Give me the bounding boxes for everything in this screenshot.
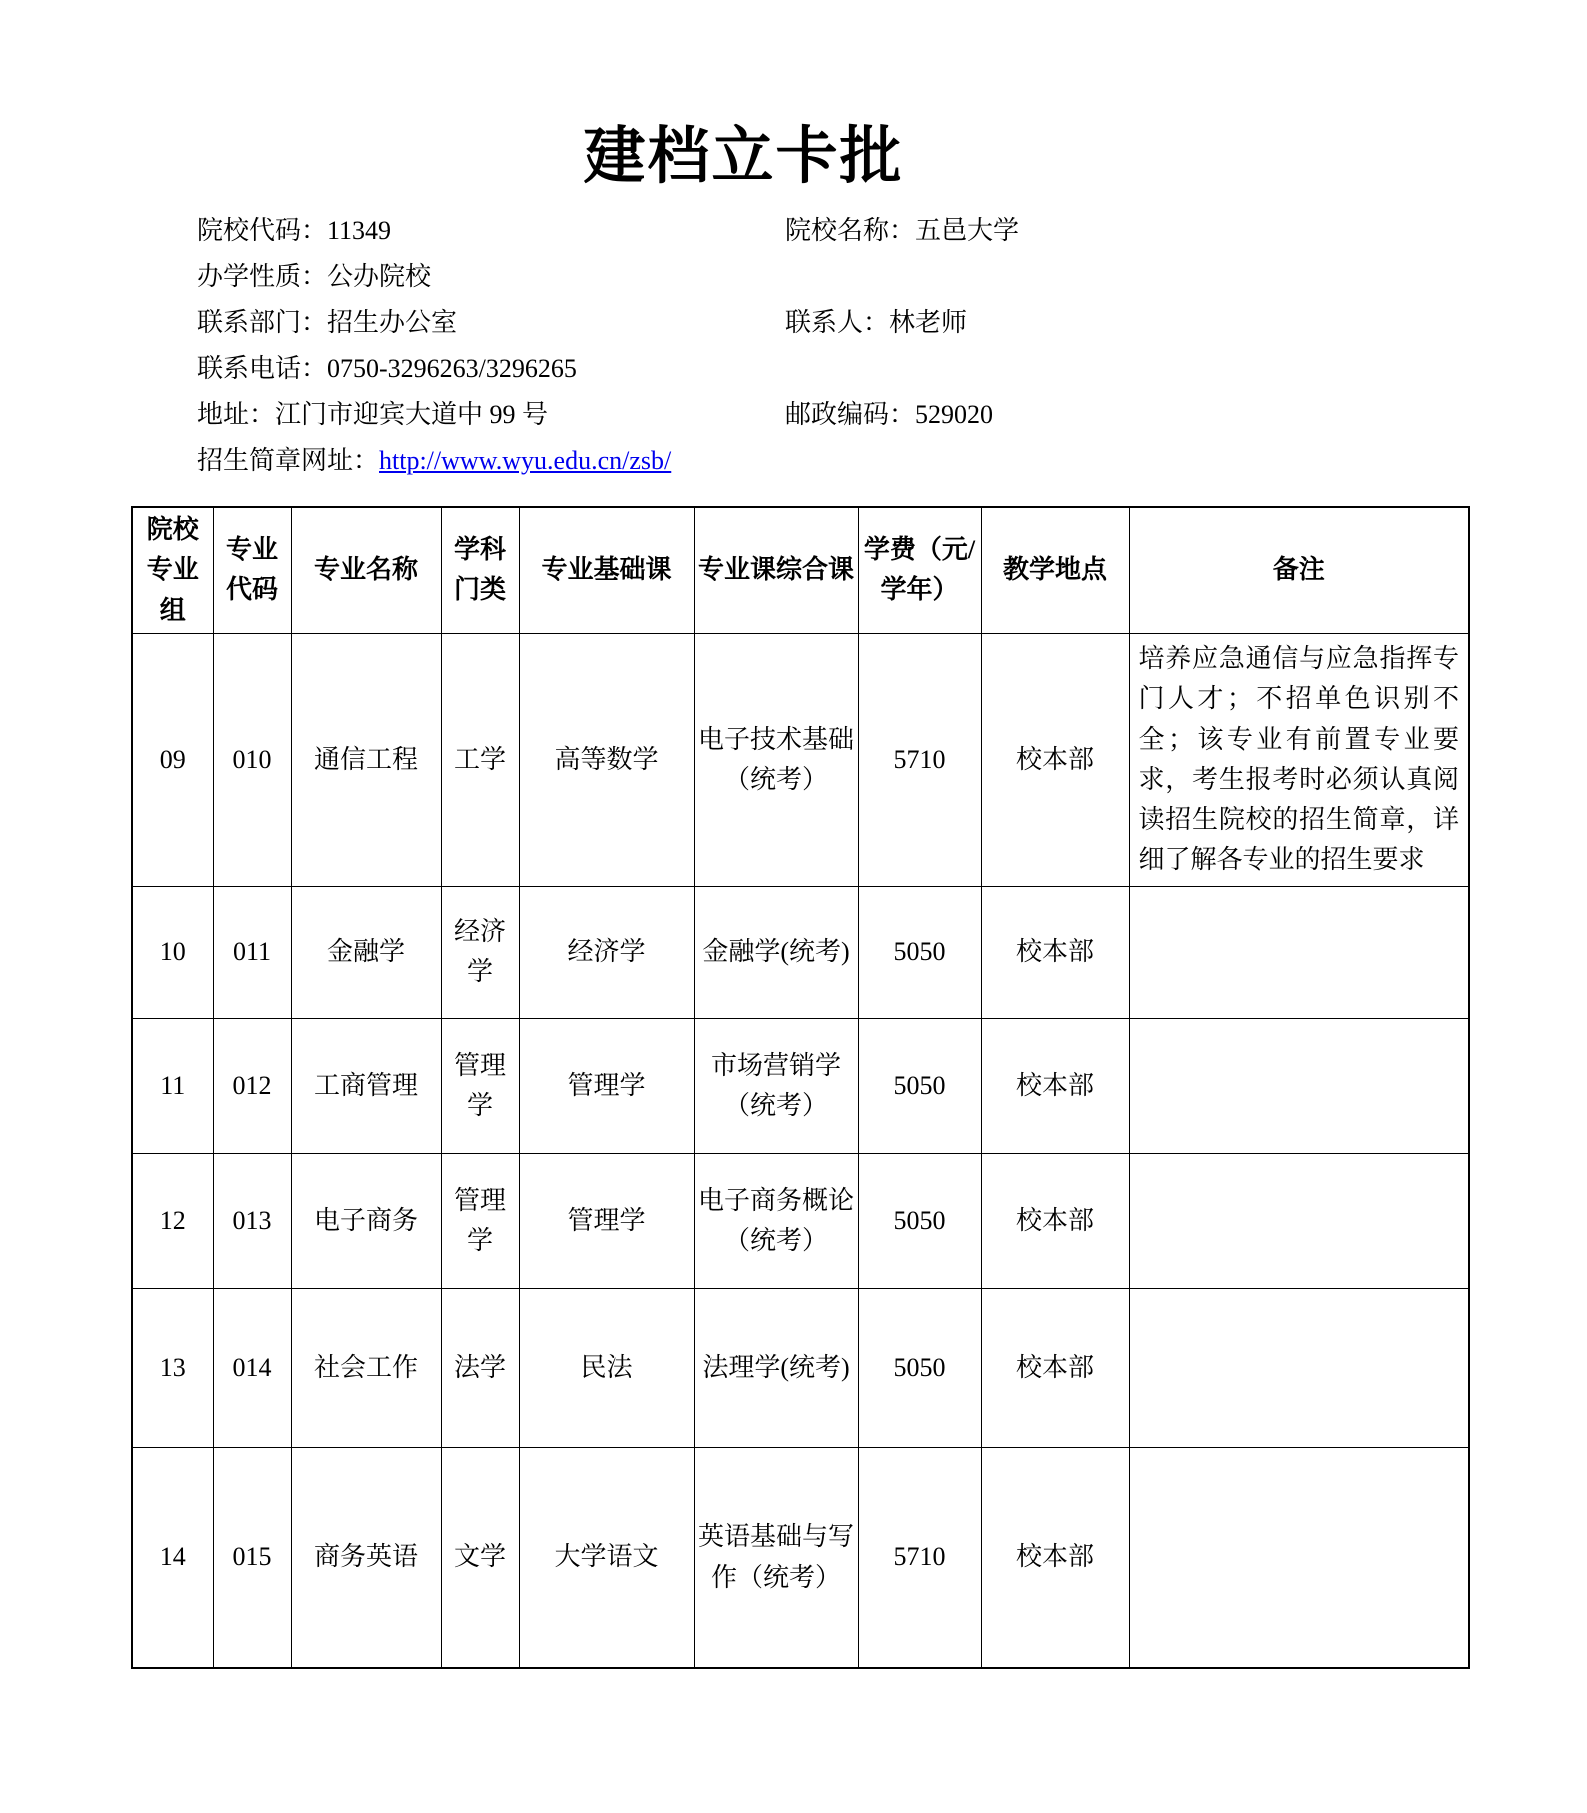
contact-phone-label: 联系电话： (197, 354, 328, 383)
school-address-label: 地址： (197, 400, 276, 429)
table-row (132, 633, 1469, 886)
school-name-label: 院校名称： (785, 216, 916, 245)
table-cell: 商务英语 (291, 1447, 441, 1668)
contact-phone (197, 346, 785, 392)
school-code-label: 院校代码： (197, 216, 328, 245)
table-cell: 14 (132, 1447, 213, 1668)
postal-code-value: 529020 (915, 400, 994, 429)
document-page (0, 112, 1587, 1813)
school-address (197, 392, 785, 438)
table-cell: 法学 (441, 1288, 519, 1447)
info-line-codes (197, 208, 1587, 254)
table-cell: 5050 (858, 1018, 981, 1153)
table-cell: 工学 (441, 633, 519, 886)
table-cell: 校本部 (981, 886, 1129, 1018)
table-cell: 12 (132, 1153, 213, 1288)
column-header-major-name: 专业名称 (291, 507, 441, 633)
table-cell: 5710 (858, 633, 981, 886)
column-header-group: 院校专业组 (132, 507, 213, 633)
column-header-basic-course: 专业基础课 (519, 507, 694, 633)
table-cell: 经济学 (519, 886, 694, 1018)
program-table (131, 506, 1470, 1669)
table-cell: 校本部 (981, 1288, 1129, 1447)
column-header-tuition: 学费（元/学年） (858, 507, 981, 633)
table-cell: 011 (213, 886, 291, 1018)
remark-cell (1129, 1018, 1469, 1153)
table-cell: 015 (213, 1447, 291, 1668)
contact-phone-value: 0750-3296263/3296265 (327, 354, 577, 383)
table-cell: 5050 (858, 1153, 981, 1288)
column-header-remarks: 备注 (1129, 507, 1469, 633)
table-cell: 民法 (519, 1288, 694, 1447)
info-line-address (197, 392, 1587, 438)
table-cell: 管理学 (441, 1018, 519, 1153)
table-cell: 高等数学 (519, 633, 694, 886)
info-line-nature (197, 254, 1587, 300)
table-cell: 5710 (858, 1447, 981, 1668)
school-code (197, 208, 785, 254)
table-cell: 金融学 (291, 886, 441, 1018)
table-row (132, 1288, 1469, 1447)
table-body (132, 633, 1469, 1668)
table-cell: 工商管理 (291, 1018, 441, 1153)
table-cell: 经济学 (441, 886, 519, 1018)
table-cell: 13 (132, 1288, 213, 1447)
table-cell: 09 (132, 633, 213, 886)
school-address-value: 江门市迎宾大道中 99 号 (275, 400, 549, 429)
admission-website-link[interactable]: http://www.wyu.edu.cn/zsb/ (379, 446, 672, 475)
table-cell: 管理学 (519, 1153, 694, 1288)
info-line-contact-dept (197, 300, 1587, 346)
table-cell: 校本部 (981, 1018, 1129, 1153)
table-cell: 校本部 (981, 1447, 1129, 1668)
table-row (132, 1153, 1469, 1288)
contact-department (197, 300, 785, 346)
school-nature-label: 办学性质： (197, 262, 328, 291)
page-title: 建档立卡批 (583, 119, 904, 192)
column-header-discipline: 学科门类 (441, 507, 519, 633)
table-cell: 电子商务 (291, 1153, 441, 1288)
school-code-value: 11349 (327, 216, 392, 245)
table-cell: 013 (213, 1153, 291, 1288)
info-line-website (197, 438, 1587, 484)
school-name-value: 五邑大学 (915, 216, 1020, 245)
table-cell: 大学语文 (519, 1447, 694, 1668)
table-cell: 电子商务概论（统考） (694, 1153, 858, 1288)
remark-cell: 培养应急通信与应急指挥专门人才；不招单色识别不全；该专业有前置专业要求，考生报考时必须认真阅读招生院校的招生简章，详细了解各专业的招生要求 (1129, 633, 1469, 886)
table-cell: 法理学(统考) (694, 1288, 858, 1447)
contact-person (785, 300, 967, 346)
contact-department-label: 联系部门： (197, 308, 328, 337)
table-cell: 10 (132, 886, 213, 1018)
table-cell: 英语基础与写作（统考） (694, 1447, 858, 1668)
table-cell: 012 (213, 1018, 291, 1153)
table-cell: 市场营销学（统考） (694, 1018, 858, 1153)
remark-cell (1129, 1447, 1469, 1668)
table-cell: 电子技术基础（统考） (694, 633, 858, 886)
school-nature (197, 254, 785, 300)
column-header-comprehensive-course: 专业课综合课 (694, 507, 858, 633)
contact-department-value: 招生办公室 (327, 308, 458, 337)
table-cell: 文学 (441, 1447, 519, 1668)
info-line-phone (197, 346, 1587, 392)
table-cell: 校本部 (981, 1153, 1129, 1288)
contact-person-value: 林老师 (889, 308, 968, 337)
contact-person-label: 联系人： (785, 308, 890, 337)
table-cell: 5050 (858, 886, 981, 1018)
table-cell: 通信工程 (291, 633, 441, 886)
admission-website-label: 招生简章网址： (197, 446, 380, 475)
remark-cell (1129, 886, 1469, 1018)
remark-cell (1129, 1153, 1469, 1288)
column-header-major-code: 专业代码 (213, 507, 291, 633)
table-row (132, 1018, 1469, 1153)
table-cell: 管理学 (441, 1153, 519, 1288)
table-row (132, 1447, 1469, 1668)
school-info-block (197, 208, 1587, 484)
postal-code-label: 邮政编码： (785, 400, 916, 429)
table-cell: 5050 (858, 1288, 981, 1447)
table-row (132, 886, 1469, 1018)
table-cell: 金融学(统考) (694, 886, 858, 1018)
table-cell: 社会工作 (291, 1288, 441, 1447)
table-cell: 11 (132, 1018, 213, 1153)
table-cell: 管理学 (519, 1018, 694, 1153)
school-nature-value: 公办院校 (327, 262, 432, 291)
school-name (785, 208, 1019, 254)
table-header-row (132, 507, 1469, 633)
table-cell: 010 (213, 633, 291, 886)
column-header-teaching-location: 教学地点 (981, 507, 1129, 633)
postal-code (785, 392, 993, 438)
table-cell: 校本部 (981, 633, 1129, 886)
remark-cell (1129, 1288, 1469, 1447)
table-cell: 014 (213, 1288, 291, 1447)
title-wrap (131, 112, 1356, 200)
